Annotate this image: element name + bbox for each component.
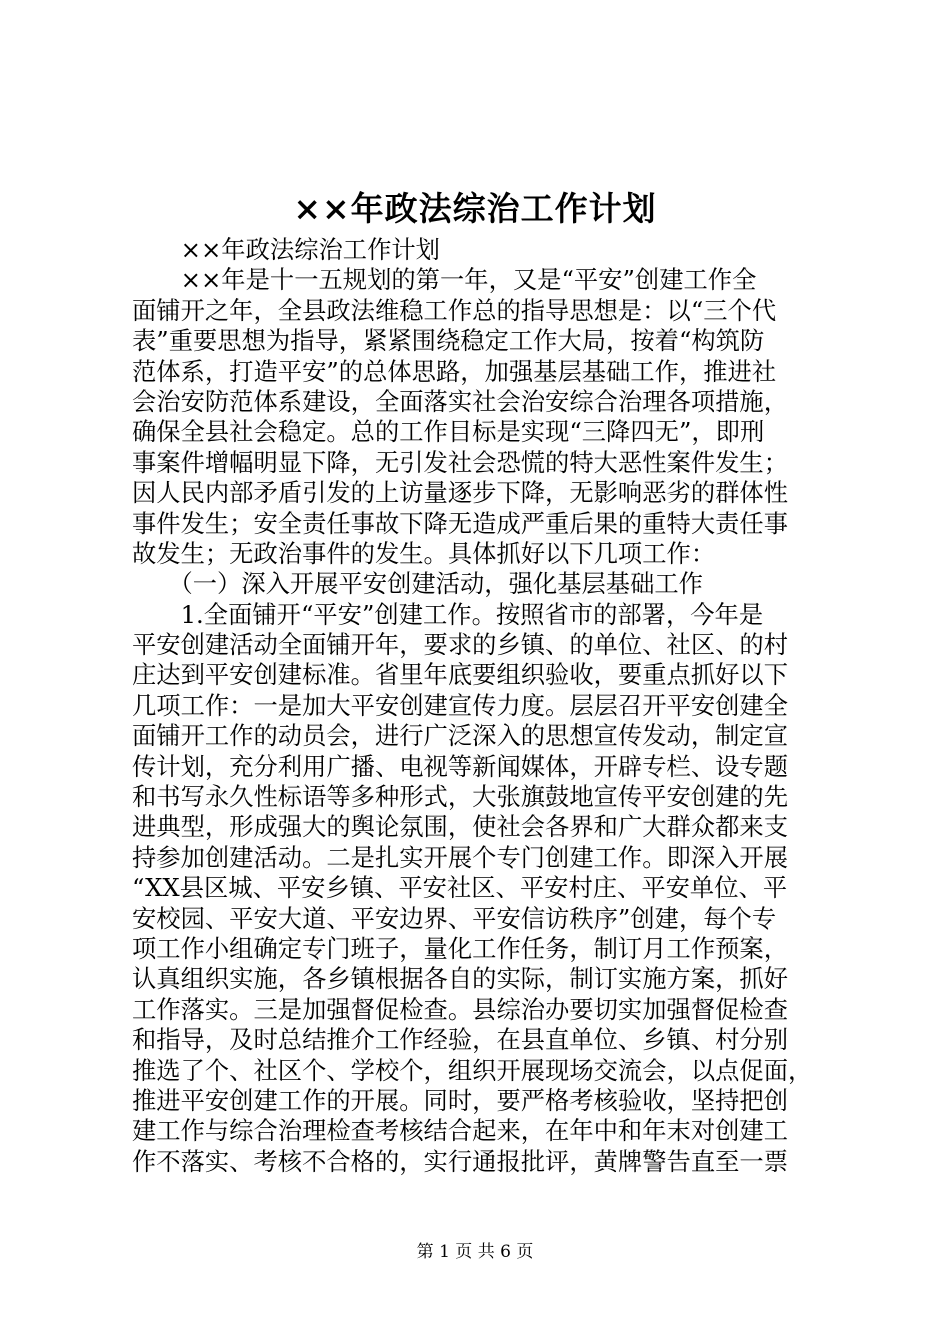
text-line: 事件发生；安全责任事故下降无造成严重后果的重特大责任事 [132,508,789,538]
text-line: 认真组织实施，各乡镇根据各自的实际，制订实施方案，抓好 [132,964,789,994]
text-line: ××年政法综治工作计划 [132,235,440,264]
text-line: 面铺开工作的动员会，进行广泛深入的思想宣传发动，制定宣 [132,721,789,751]
text-line: 推选了个、社区个、学校个，组织开展现场交流会，以点促面， [132,1055,813,1085]
text-line: （一）深入开展平安创建活动，强化基层基础工作 [132,569,703,599]
text-line: 因人民内部矛盾引发的上访量逐步下降，无影响恶劣的群体性 [132,478,789,508]
text-line: 工作落实。三是加强督促检查。县综治办要切实加强督促检查 [132,994,789,1024]
text-line: 事案件增幅明显下降，无引发社会恐慌的特大恶性案件发生； [132,447,789,477]
text-line: ××年是十一五规划的第一年，又是“平安”创建工作全 [132,265,757,295]
text-line: 进典型，形成强大的舆论氛围，使社会各界和广大群众都来支 [132,812,789,842]
text-line: 持参加创建活动。二是扎实开展个专门创建工作。即深入开展 [132,842,789,872]
page-number: 第 1 页 共 6 页 [416,1242,534,1262]
text-line: 面铺开之年，全县政法维稳工作总的指导思想是：以“三个代 [132,295,777,325]
document-title: ××年政法综治工作计划 [293,189,657,228]
text-line: 和指导，及时总结推介工作经验，在县直单位、乡镇、村分别 [132,1025,789,1055]
text-line: 1.全面铺开“平安”创建工作。按照省市的部署，今年是 [132,599,764,629]
text-line: 推进平安创建工作的开展。同时，要严格考核验收，坚持把创 [132,1085,789,1115]
text-line: 范体系，打造平安”的总体思路，加强基层基础工作，推进社 [132,356,777,386]
text-line: 会治安防范体系建设，全面落实社会治安综合治理各项措施， [132,386,789,416]
text-line: 故发生；无政治事件的发生。具体抓好以下几项工作： [132,538,716,568]
text-line: 庄达到平安创建标准。省里年底要组织验收，要重点抓好以下 [132,660,789,690]
text-line: 传计划，充分利用广播、电视等新闻媒体，开辟专栏、设专题 [132,751,789,781]
text-line: 几项工作：一是加大平安创建宣传力度。层层召开平安创建全 [132,690,789,720]
text-line: 确保全县社会稳定。总的工作目标是实现“三降四无”，即刑 [132,417,765,447]
text-line: 作不落实、考核不合格的，实行通报批评，黄牌警告直至一票 [132,1146,789,1176]
text-line: 表”重要思想为指导，紧紧围绕稳定工作大局，按着“构筑防 [132,326,765,356]
text-line: “XX县区城、平安乡镇、平安社区、平安村庄、平安单位、平 [132,873,788,903]
text-line: 建工作与综合治理检查考核结合起来，在年中和年末对创建工 [132,1116,789,1146]
text-line: 平安创建活动全面铺开年，要求的乡镇、的单位、社区、的村 [132,630,789,660]
document-body [132,235,852,1177]
text-line: 安校园、平安大道、平安边界、平安信访秩序”创建，每个专 [132,903,777,933]
text-line: 项工作小组确定专门班子，量化工作任务，制订月工作预案， [132,933,789,963]
text-line: 和书写永久性标语等多种形式，大张旗鼓地宣传平安创建的先 [132,782,789,812]
